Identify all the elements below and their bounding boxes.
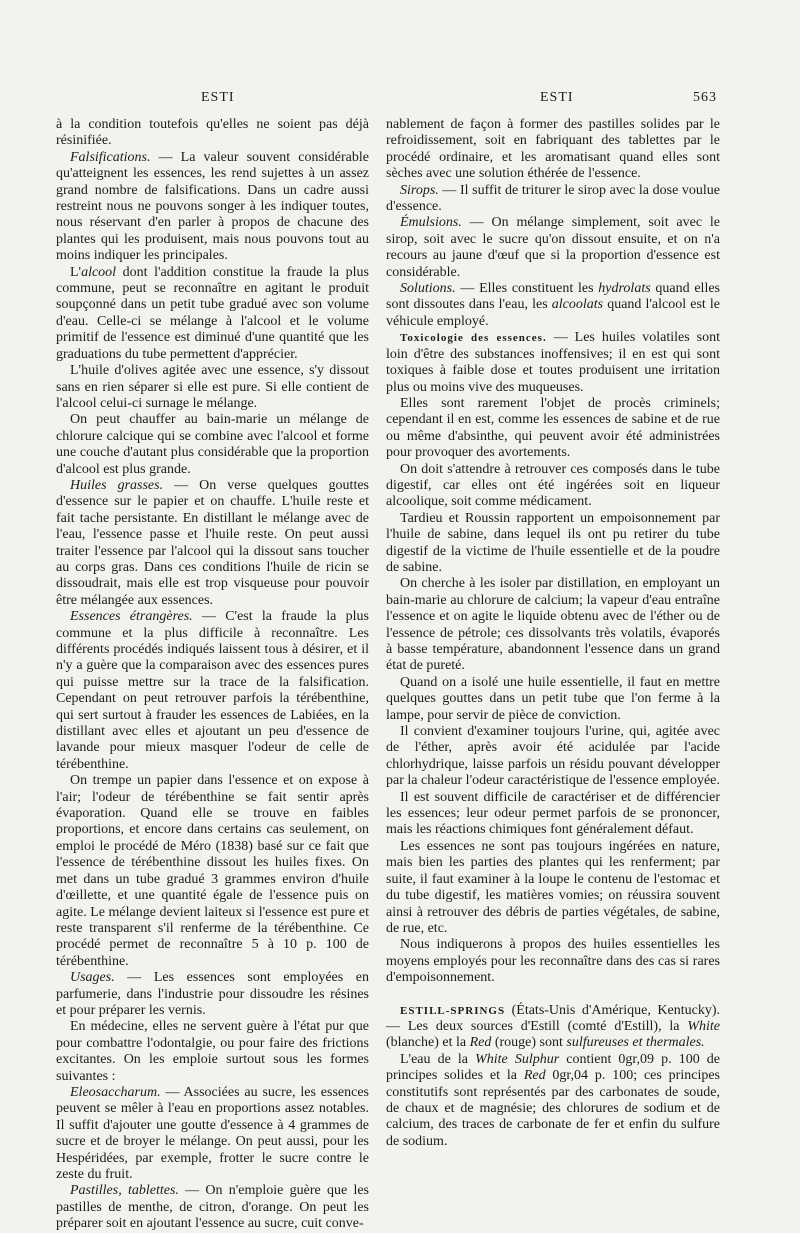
paragraph-text: quand l'alcool est le véhicule employé. [386,297,720,329]
paragraph: On cherche à les isoler par distillation, en employant un bain-marie au chlorure de calcium; la vapeur d'eau entraîne l'essence et on agite le liquide obtenu avec de l'éther ou de l'essence de pétrole; ces dissolvants très volatils, évaporés à basse température, abandonnent l'essence dans un grand état de pureté. [386,576,720,674]
paragraph-text: — On n'emploie guère que les pastilles de menthe, de citron, d'orange. On peut les préparer soit en ajoutant l'essence au sucre, cuit conve- [56,1183,369,1232]
paragraph-text: contient 0gr,09 p. 100 de principes solides et la [386,1051,720,1084]
italic-term: Red [523,1068,546,1084]
paragraph-text: L' [70,264,82,280]
paragraph: Quand on a isolé une huile essentielle, il faut en mettre quelques gouttes dans un petit tube que l'on ferme à la lampe, pour servir de pièce de conviction. [386,674,720,723]
entry-heading: ESTILL-SPRINGS [400,1004,506,1017]
italic-term: alcool [81,264,117,280]
paragraph: à la condition toutefois qu'elles ne soient pas déjà résinifiée. [56,117,369,149]
paragraph-text: — Associées au sucre, les essences peuvent se mêler à l'eau en proportions assez notables. Il suffit d'ajouter une goutte d'essence à 4 grammes de sucre et de broyer le mélange. On peut aussi, pour les Hespéridées, par exemple, frotter le sucre contre le zeste du fruit. [56,1084,369,1182]
paragraph [56,265,369,363]
paragraph: On doit s'attendre à retrouver ces composés dans le tube digestif, car elles ont été ingérées soit en liqueur alcoolique, soit comme médicament. [386,461,720,510]
paragraph-lead: Émulsions. [400,215,462,231]
entry-paragraph [386,1003,720,1052]
italic-term: White Sulphur [475,1051,560,1067]
paragraph [56,970,369,1019]
paragraph: Elles sont rarement l'objet de procès criminels; cependant il en est, comme les essences de sabine et de rue ou même d'absinthe, qui peuvent avoir été administrées pour provoquer des avortements. [386,395,720,461]
paragraph-lead: Solutions. [400,281,456,297]
paragraph-text: quand elles sont dissoutes dans l'eau, les [386,281,720,313]
paragraph-text: — Les essences sont employées en parfumerie, dans l'industrie pour dissoudre les résines et pour préparer les vernis. [56,970,369,1018]
paragraph [56,150,369,265]
paragraph-lead: Eleosaccharum. [70,1084,161,1100]
left-column [56,117,369,1233]
paragraph: Il convient d'examiner toujours l'urine, qui, agitée avec de l'éther, après avoir été acidulée par l'acide chlorhydrique, laisse parfois un résidu pouvant développer par la chaleur l'odeur caractéristique de l'essence employée. [386,724,720,789]
paragraph-text: — On verse quelques gouttes d'essence sur le papier et on chauffe. L'huile reste et fait tache persistante. En distillant le mélange avec de l'eau, l'essence passe et l'huile reste. On peut aussi traiter l'essence par l'alcool qui la dissout sans toucher au corps gras. Dans ces conditions l'huile de ricin se dissoudrait, mais elle est trop visqueuse pour pouvoir être mélangée aux essences. [56,477,369,608]
paragraph-text: — La valeur souvent considérable qu'atteignent les essences, les rend sujettes à un assez grand nombre de falsifications. Dans un cadre aussi restreint nous ne pouvons songer à les indiquer toutes, nous réservant d'en parler à propos de chacune des plantes qui les produisent, mais nous pouvons tout au moins indiquer les principales. [56,149,369,264]
paragraph [56,478,369,609]
paragraph [56,1085,369,1183]
paragraph-lead: Sirops. [400,182,439,198]
paragraph-text: (blanche) et la [386,1035,470,1051]
italic-term: hydrolats [598,281,651,297]
paragraph-text: dont l'addition constitue la fraude la plus commune, peut se reconnaître en agitant le produit soupçonné dans un petit tube gradué avec son volume d'eau. Celle-ci se mélange à l'alcool et le volume primitif de l'essence est diminué d'une quantité que les graduations du tube permettent d'apprécier. [56,264,369,362]
italic-term: White [687,1018,720,1034]
paragraph: Tardieu et Roussin rapportent un empoisonnement par l'huile de sabine, dans lequel ils ont pu retirer du tube digestif de la victime de l'huile essentielle et de la poudre de sabine. [386,510,720,575]
paragraph: L'huile d'olives agitée avec une essence, s'y dissout sans en rien séparer si elle est pure. Si elle contient de l'alcool celui-ci surnage le mélange. [56,363,369,411]
italic-term: Red [469,1035,492,1051]
paragraph [386,281,720,330]
page-number: 563 [693,90,717,105]
paragraph [56,609,369,773]
running-head-right: ESTI [540,90,574,105]
paragraph [386,183,720,216]
paragraph: On trempe un papier dans l'essence et on expose à l'air; l'odeur de térébenthine se fait sentir après évaporation. Quand elle se trouve en faibles proportions, et encore dans certains cas seulement, on emploi le procédé de Méro (1838) basé sur ce fait que l'essence de térébenthine dissout les huiles fixes. On met dans un tube gradué 3 grammes environ d'huile d'œillette, et une quantité égale de l'essence puis on agite. Le mélange devient laiteux si l'essence est pure et reste transparent s'il renferme de la térébenthine. Ce procédé permet de reconnaître 5 à 10 p. 100 de térébenthine. [56,773,369,969]
right-column [386,117,720,1150]
italic-term: alcoolats [551,297,604,313]
running-head-left: ESTI [201,90,235,105]
paragraph-text: — Les huiles volatiles sont loin d'être des substances inoffensives; il en est qui sont toxiques à faible dose et toutes produisent une irritation plus ou moins vive des muqueuses. [386,330,720,395]
paragraph: En médecine, elles ne servent guère à l'état pur que pour combattre l'odontalgie, ou pour faire des frictions excitantes. On les emploie surtout sous les formes suivantes : [56,1019,369,1084]
paragraph-text: — C'est la fraude la plus commune et la plus difficile à reconnaître. Les différents procédés indiqués laissent tous à désirer, et il n'y a guère que la comparaison avec des essences pures qui puisse mettre sur la trace de la falsification. Cependant on peut retrouver parfois la térébenthine, qui sert surtout à frauder les essences de Labiées, en la distillant avec elles et ajoutant un peu d'essence de lavande pour mieux masquer l'odeur de celle de térébenthine. [56,609,369,772]
paragraph-text: — Il suffit de triturer le sirop avec la dose voulue d'essence. [386,182,720,215]
paragraph [386,215,720,281]
paragraph [56,1183,369,1232]
paragraph: Nous indiquerons à propos des huiles essentielles les moyens employés pour les reconnaître dans des cas si rares d'empoisonnement. [386,937,720,986]
paragraph-lead: Huiles grasses. [70,477,164,493]
paragraph-lead: Pastilles, tablettes. [70,1183,179,1199]
paragraph-lead: Falsifications. [70,149,151,165]
section-heading: Toxicologie des essences. [400,332,547,345]
paragraph: nablement de façon à former des pastilles solides par le refroidissement, soit en fabriquant des tablettes par le procédé ordinaire, et les aromatisant quand elles sont sèches avec une solution éthérée de l'essence. [386,117,720,182]
paragraph-lead: Essences étrangères. [70,609,193,625]
paragraph-text: — On mélange simplement, soit avec le sirop, soit avec le sucre qu'on dissout ensuite, et on n'a recours au jaune d'œuf que si la proportion d'essence est considérable. [386,215,720,280]
italic-term: sulfureuses et thermales. [566,1035,705,1051]
paragraph: Il est souvent difficile de caractériser et de différencier les essences; leur odeur permet parfois de se prononcer, mais les réactions chimiques font généralement défaut. [386,789,720,838]
paragraph-text: L'eau de la [400,1051,476,1067]
paragraph-lead: Usages. [70,970,115,986]
paragraph-text: 0gr,04 p. 100; ces principes constitutifs sont représentés par des carbonates de soude, de chaux et de magnésie; des chlorures de sodium et de calcium, des traces de carbonate de fer et enfin du sulfure de sodium. [386,1068,720,1149]
paragraph-text: — Elles constituent les [455,281,599,297]
paragraph: On peut chauffer au bain-marie un mélange de chlorure calcique qui se combine avec l'alcool et forme une couche d'autant plus considérable que la proportion d'alcool est plus grande. [56,412,369,477]
paragraph-text: (rouge) sont [491,1035,567,1051]
paragraph [386,330,720,396]
paragraph-text: (États-Unis d'Amérique, Kentucky). — Les deux sources d'Estill (comté d'Estill), la [386,1002,720,1034]
paragraph: Les essences ne sont pas toujours ingérées en nature, mais bien les parties des plantes qui les renferment; par suite, il faut examiner à la loupe le contenu de l'estomac et du tube digestif, les matières vomies; on réussira souvent ainsi à retrouver des débris de parties végétales, de sabine, de rue, etc. [386,838,720,936]
paragraph [386,1052,720,1150]
